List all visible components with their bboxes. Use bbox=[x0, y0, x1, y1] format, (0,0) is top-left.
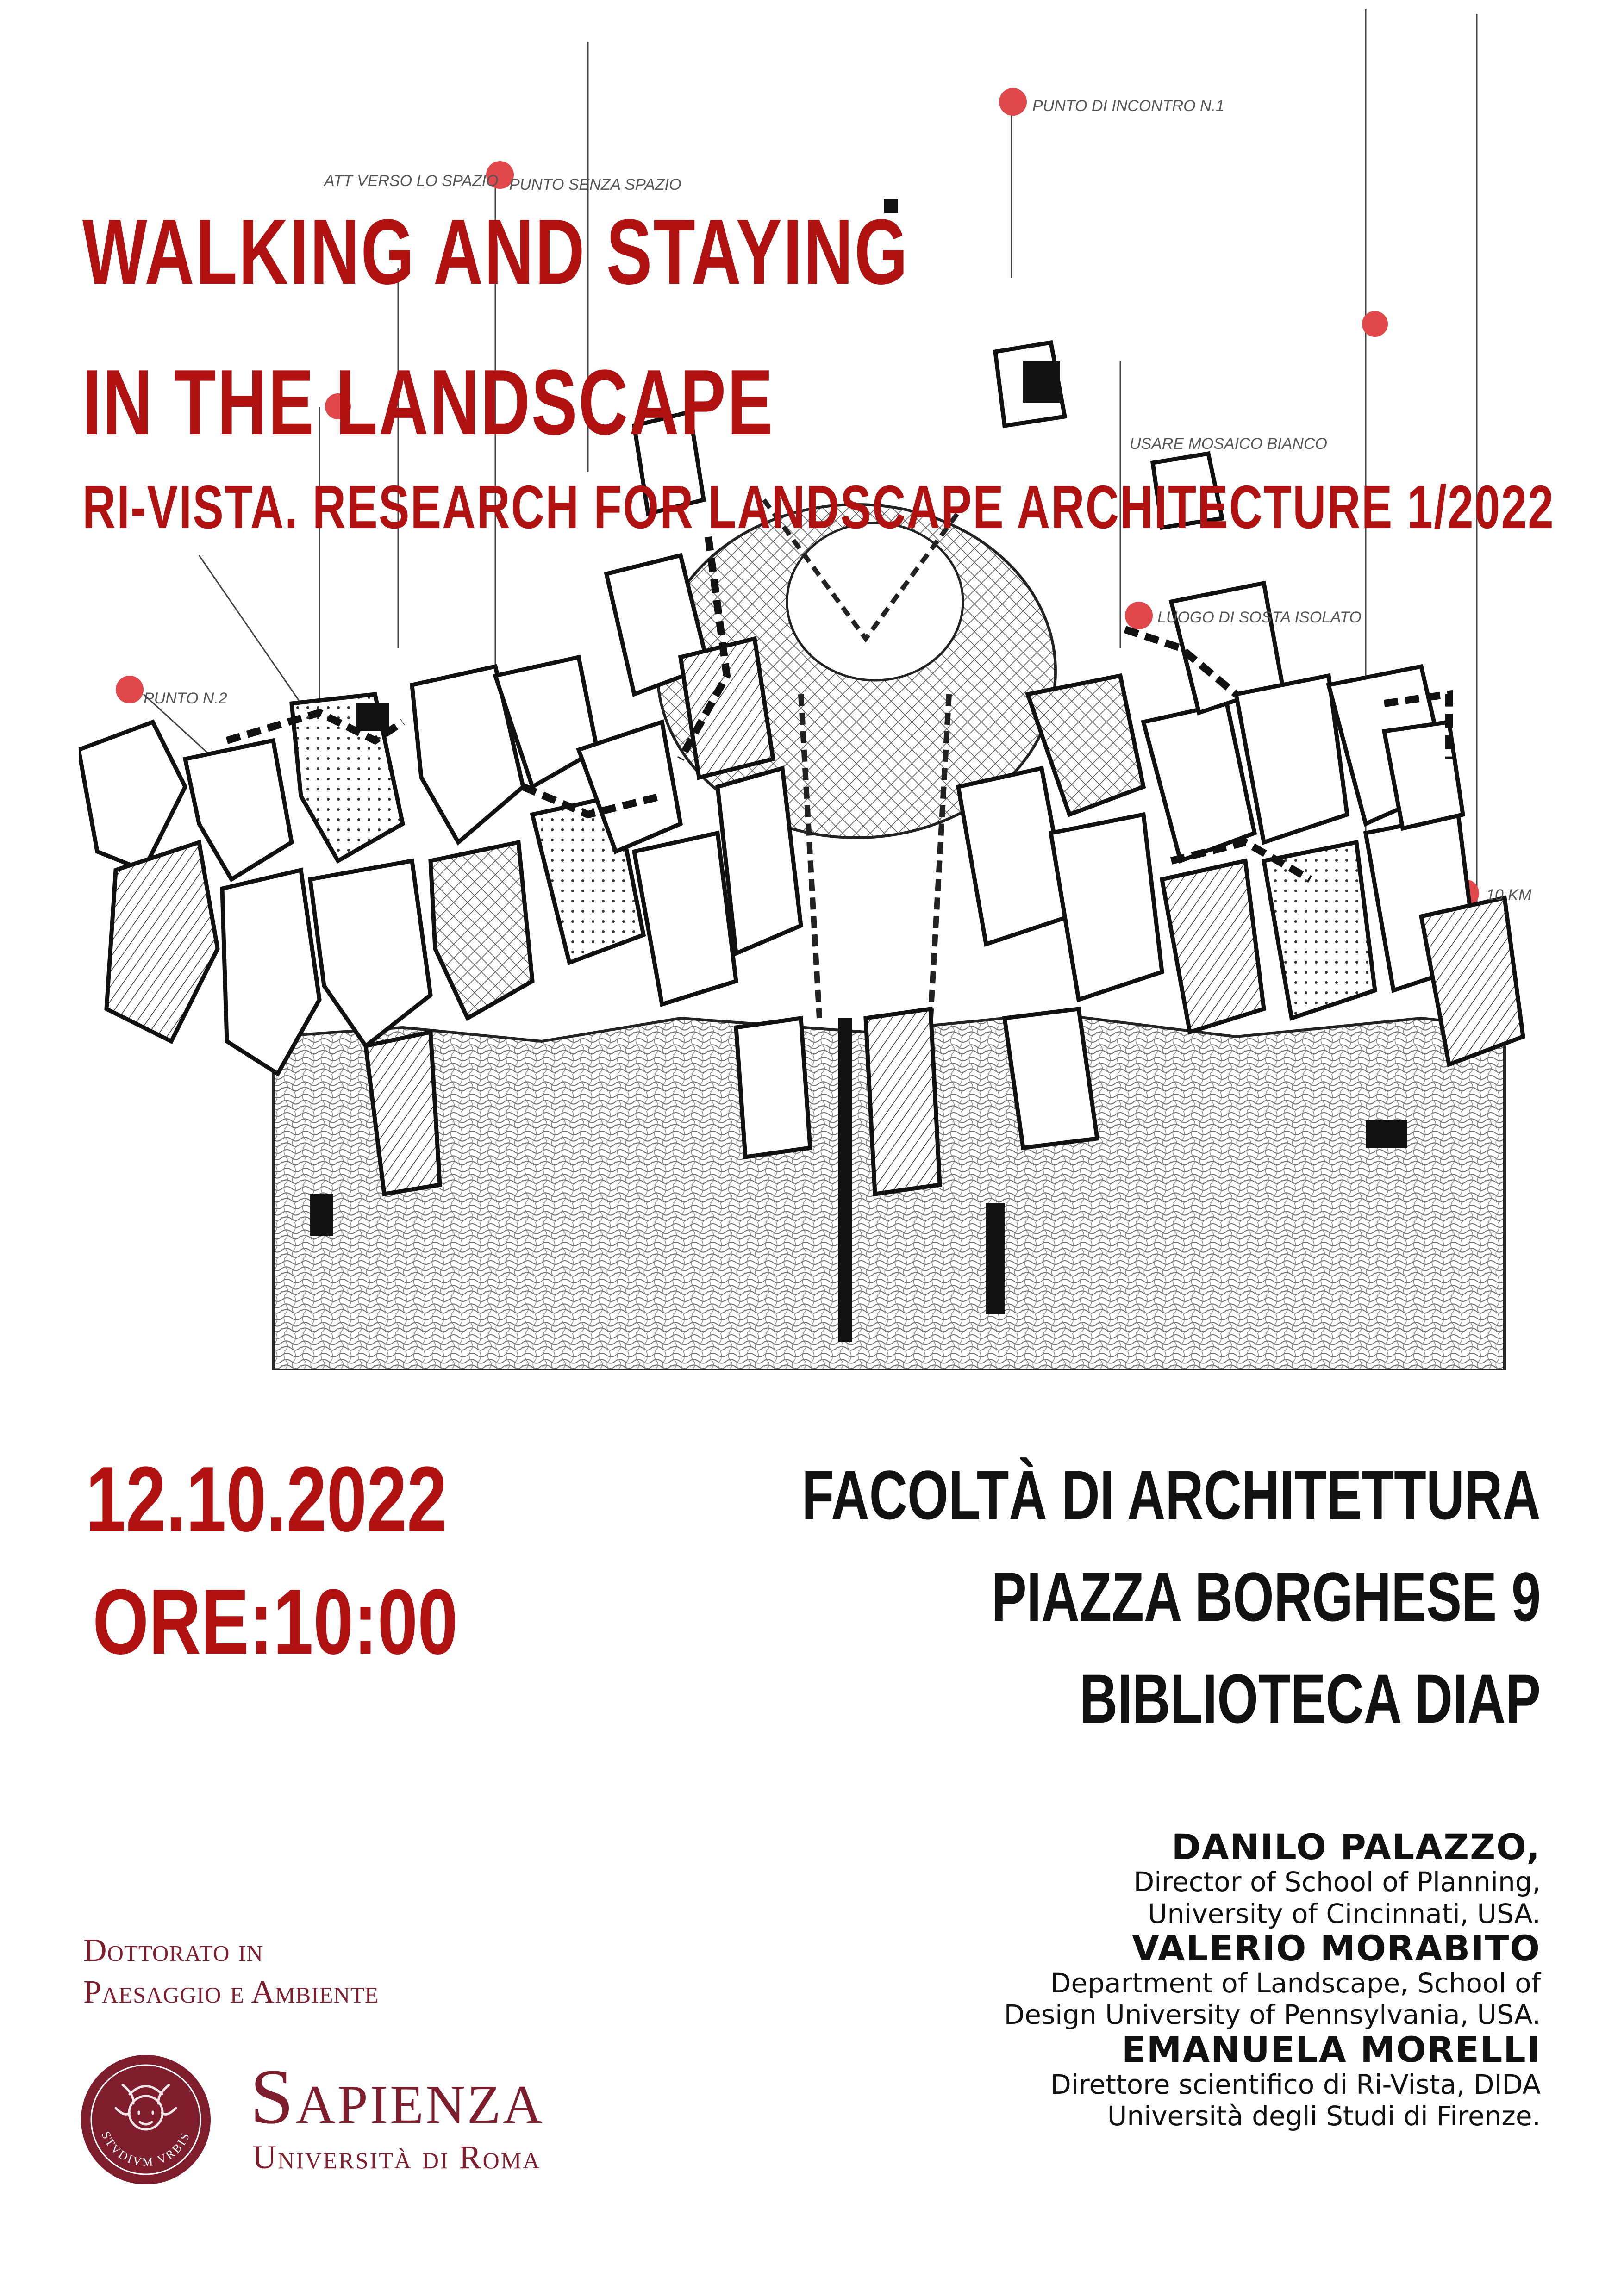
doctorate-line-1: Dottorato in bbox=[83, 1933, 263, 1968]
doctorate-line-2: Paesaggio e Ambiente bbox=[83, 1974, 379, 2010]
svg-text:LUOGO DI SOSTA ISOLATO: LUOGO DI SOSTA ISOLATO bbox=[1157, 609, 1362, 626]
speaker-affiliation: Director of School of Planning, bbox=[1133, 1866, 1541, 1898]
speaker-affiliation: University of Cincinnati, USA. bbox=[1148, 1898, 1541, 1929]
svg-text:USARE MOSAICO BIANCO: USARE MOSAICO BIANCO bbox=[1130, 435, 1327, 453]
title-line-1: WALKING AND STAYING bbox=[82, 200, 909, 304]
seal-motto: STVDIVM VRBIS bbox=[99, 2129, 193, 2169]
title-line-2: IN THE LANDSCAPE bbox=[82, 351, 775, 454]
speaker-name: VALERIO MORABITO bbox=[1132, 1927, 1541, 1969]
speaker-name: DANILO PALAZZO, bbox=[1171, 1826, 1541, 1867]
svg-text:PUNTO SENZA SPAZIO: PUNTO SENZA SPAZIO bbox=[509, 176, 681, 193]
svg-text:PUNTO DI INCONTRO N.1: PUNTO DI INCONTRO N.1 bbox=[1032, 97, 1224, 115]
event-date: 12.10.2022 bbox=[86, 1448, 447, 1551]
subtitle: RI-VISTA. RESEARCH FOR LANDSCAPE ARCHITECTURE 1/2022 bbox=[82, 473, 1555, 541]
university-name: Sapienza bbox=[250, 2053, 544, 2140]
speaker-affiliation: Università degli Studi di Firenze. bbox=[1107, 2100, 1541, 2132]
speaker-2 bbox=[754, 1929, 1541, 2031]
speaker-affiliation: Department of Landscape, School of bbox=[1050, 1967, 1541, 1999]
university-subtitle: Università di Roma bbox=[252, 2139, 541, 2176]
venue-room: BIBLIOTECA DIAP bbox=[1079, 1660, 1541, 1737]
event-time: ORE:10:00 bbox=[93, 1570, 458, 1674]
sapienza-seal-logo bbox=[79, 2053, 213, 2187]
venue-address: PIAZZA BORGHESE 9 bbox=[991, 1558, 1541, 1636]
speaker-1 bbox=[754, 1828, 1541, 1929]
svg-text:ATT VERSO LO SPAZIO: ATT VERSO LO SPAZIO bbox=[324, 172, 499, 190]
svg-text:PUNTO N.2: PUNTO N.2 bbox=[144, 690, 227, 707]
speaker-affiliation: Direttore scientifico di Ri-Vista, DIDA bbox=[1050, 2068, 1541, 2100]
speaker-name: EMANUELA MORELLI bbox=[1121, 2028, 1541, 2070]
venue-faculty: FACOLTÀ DI ARCHITETTURA bbox=[802, 1456, 1541, 1534]
speaker-affiliation: Design University of Pennsylvania, USA. bbox=[1004, 1999, 1541, 2031]
speaker-3 bbox=[754, 2028, 1541, 2132]
svg-text:10 KM: 10 KM bbox=[1486, 886, 1532, 904]
speakers-list bbox=[754, 1828, 1541, 2132]
